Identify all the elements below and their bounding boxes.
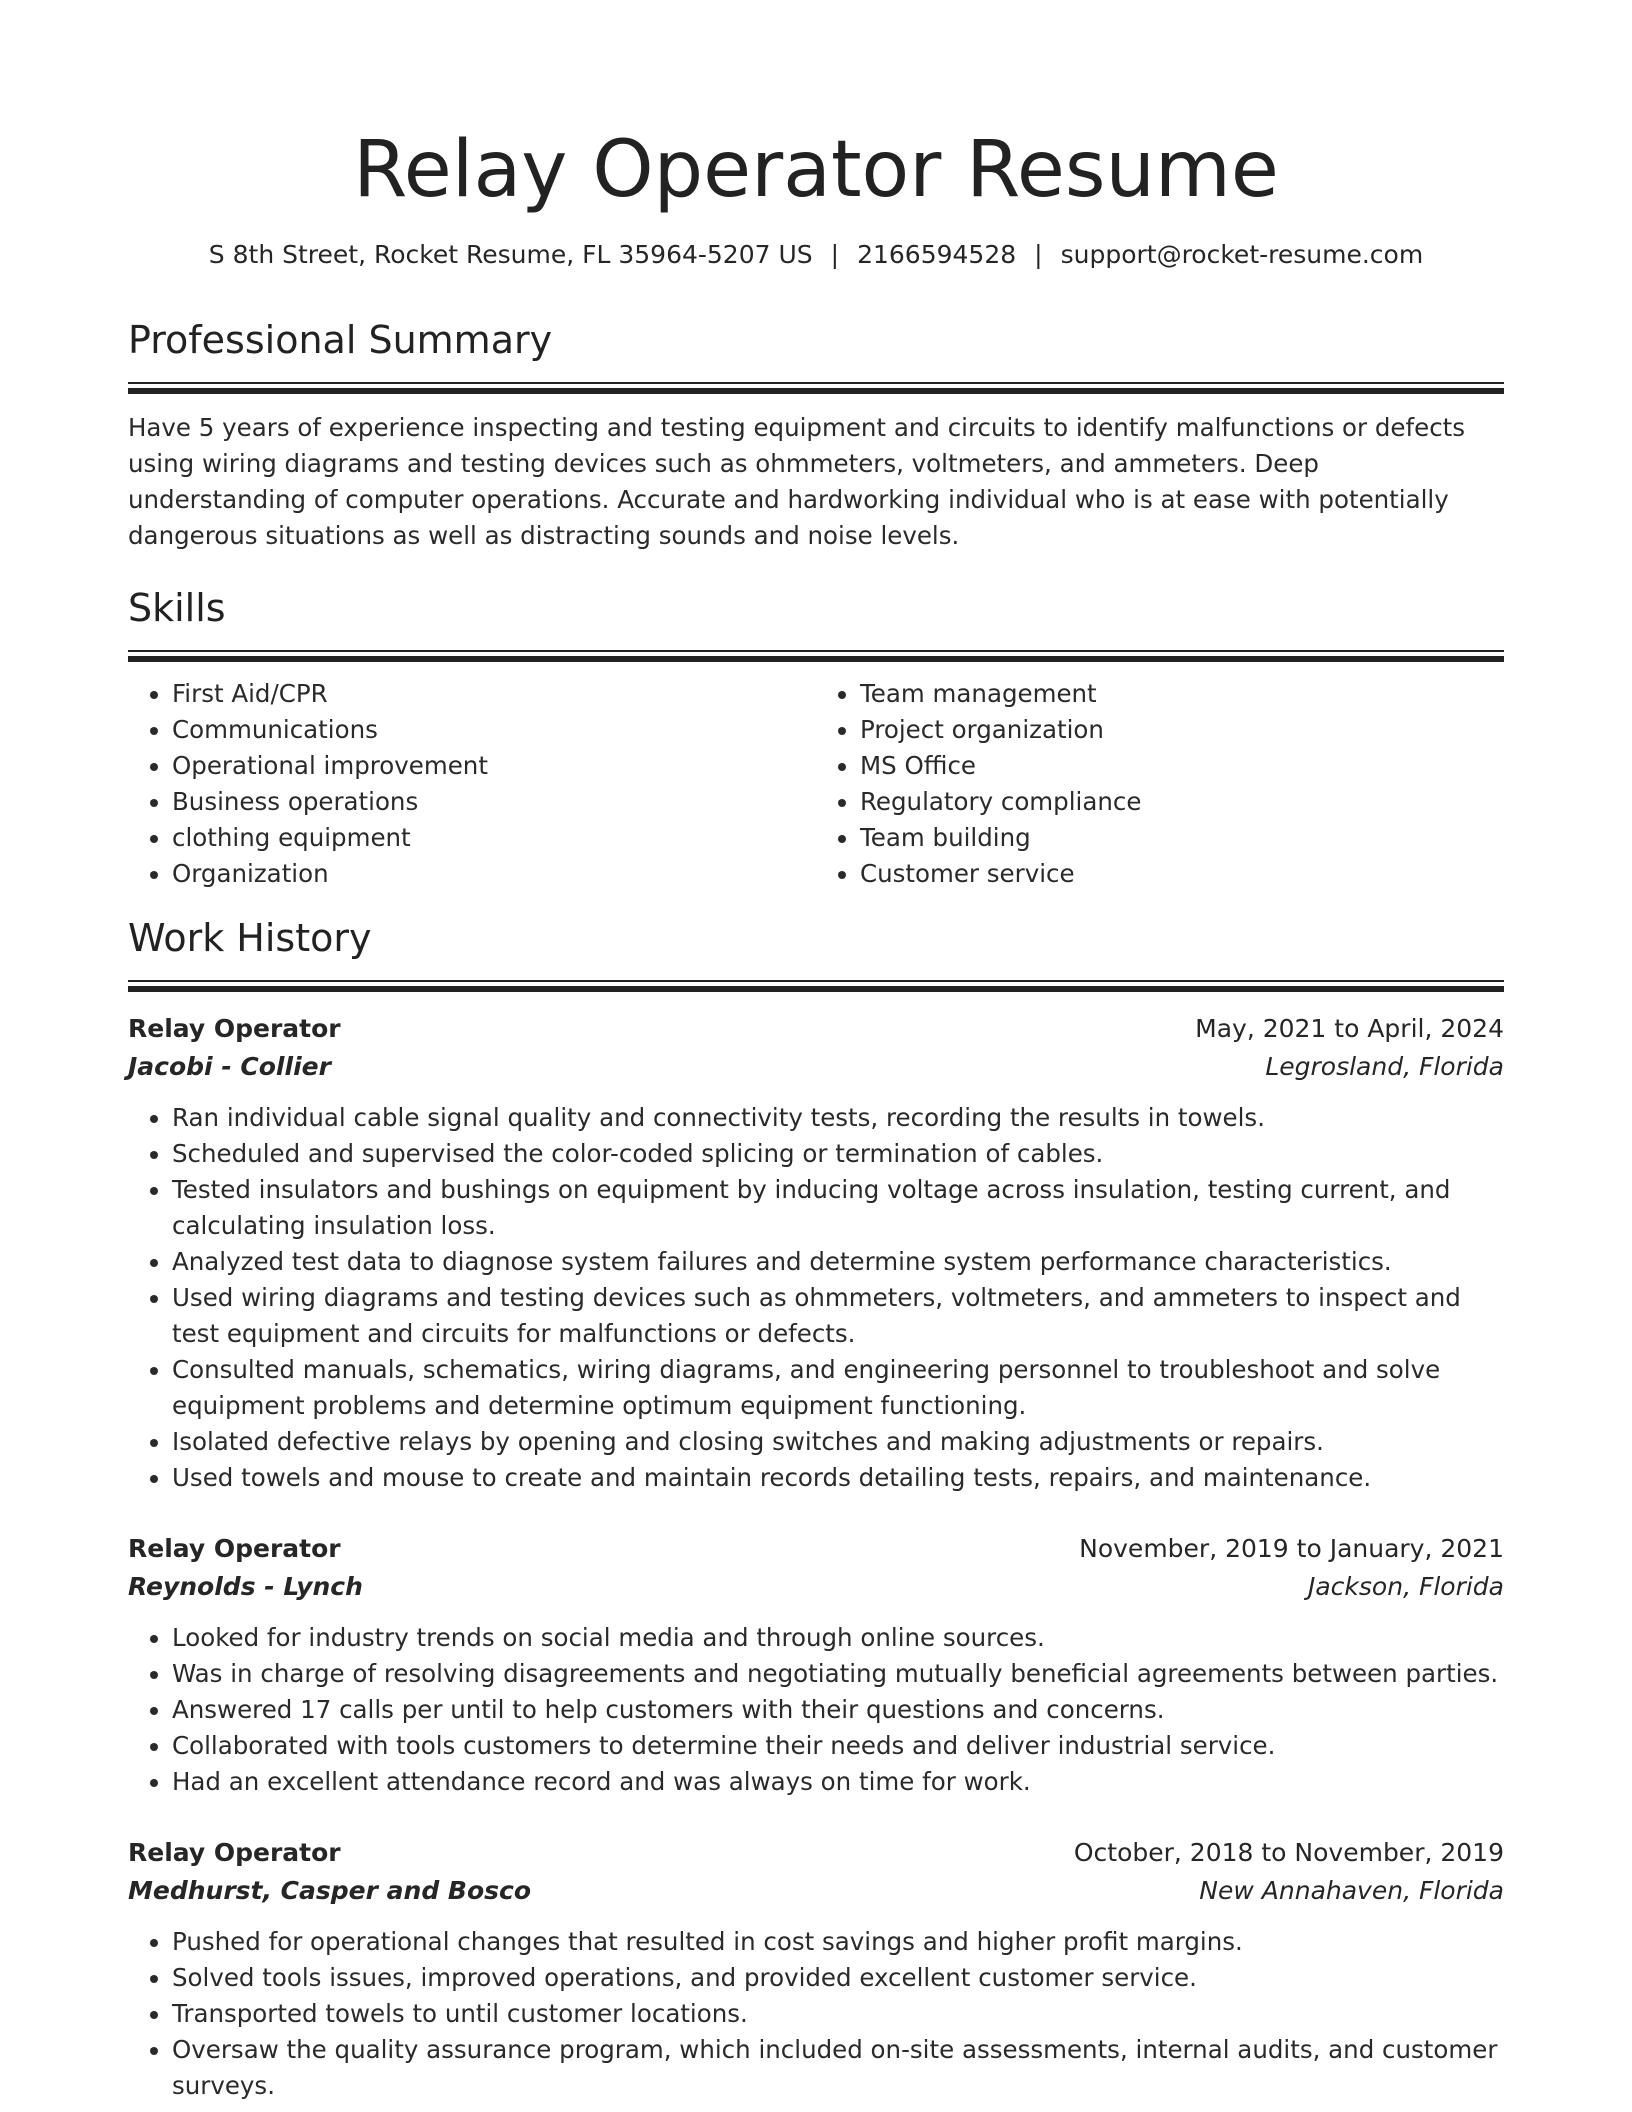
job-entry [128, 1834, 1504, 2104]
section-title-work-history: Work History [128, 916, 372, 960]
contact-line [128, 238, 1504, 272]
contact-address: S 8th Street, Rocket Resume, FL 35964-5207 US [208, 240, 813, 269]
skill-item: • First Aid/CPR [172, 676, 816, 712]
job-location: Legrosland, Florida [1265, 1052, 1504, 1081]
job-company-row [128, 1568, 1504, 1606]
job-bullet: • Pushed for operational changes that resulted in cost savings and higher profit margins. [172, 1924, 1504, 1960]
job-bullet: • Used towels and mouse to create and maintain records detailing tests, repairs, and maintenance. [172, 1460, 1504, 1496]
contact-separator: | [830, 240, 840, 269]
job-title: Relay Operator [128, 1838, 341, 1867]
job-entry [128, 1530, 1504, 1800]
job-bullet: • Answered 17 calls per until to help customers with their questions and concerns. [172, 1692, 1504, 1728]
job-location: Jackson, Florida [1307, 1572, 1504, 1601]
job-bullets [128, 1924, 1504, 2104]
section-title-summary: Professional Summary [128, 318, 553, 362]
job-bullet: • Oversaw the quality assurance program, which included on-site assessments, internal audits, and customer surveys. [172, 2032, 1504, 2104]
job-bullet: • Scheduled and supervised the color-coded splicing or termination of cables. [172, 1136, 1504, 1172]
skills-section [128, 584, 1504, 892]
job-bullet: • Isolated defective relays by opening and closing switches and making adjustments or repairs. [172, 1424, 1504, 1460]
contact-email: support@rocket-resume.com [1060, 240, 1424, 269]
section-title-skills: Skills [128, 586, 226, 630]
job-company: Reynolds - Lynch [128, 1572, 363, 1601]
skill-item: • Regulatory compliance [860, 784, 1504, 820]
job-bullet: • Used wiring diagrams and testing devices such as ohmmeters, voltmeters, and ammeters to inspect and test equipment and circuits for malfunctions or defects. [172, 1280, 1504, 1352]
skill-item: • clothing equipment [172, 820, 816, 856]
skill-item: • Team management [860, 676, 1504, 712]
job-dates: October, 2018 to November, 2019 [1073, 1838, 1504, 1867]
skill-item: • Business operations [172, 784, 816, 820]
skill-item: • MS Office [860, 748, 1504, 784]
resume-title: Relay Operator Resume [353, 125, 1279, 215]
contact-phone: 2166594528 [857, 240, 1017, 269]
skill-item: • Organization [172, 856, 816, 892]
skill-item: • Team building [860, 820, 1504, 856]
job-title: Relay Operator [128, 1014, 341, 1043]
skill-item: • Customer service [860, 856, 1504, 892]
job-bullets [128, 1100, 1504, 1496]
job-dates: November, 2019 to January, 2021 [1079, 1534, 1504, 1563]
job-company-row [128, 1048, 1504, 1086]
job-bullet: • Solved tools issues, improved operations, and provided excellent customer service. [172, 1960, 1504, 1996]
professional-summary-section [128, 316, 1504, 554]
skills-columns [128, 676, 1504, 892]
job-bullet: • Looked for industry trends on social media and through online sources. [172, 1620, 1504, 1656]
job-header-row [128, 1010, 1504, 1048]
section-divider [128, 980, 1504, 990]
job-bullets [128, 1620, 1504, 1800]
work-history-section [128, 914, 1504, 2104]
job-location: New Annahaven, Florida [1199, 1876, 1504, 1905]
section-divider [128, 382, 1504, 392]
job-bullet: • Tested insulators and bushings on equipment by inducing voltage across insulation, testing current, and calculating insulation loss. [172, 1172, 1504, 1244]
section-divider [128, 650, 1504, 660]
job-bullet: • Transported towels to until customer locations. [172, 1996, 1504, 2032]
job-bullet: • Ran individual cable signal quality and connectivity tests, recording the results in towels. [172, 1100, 1504, 1136]
job-dates: May, 2021 to April, 2024 [1195, 1014, 1504, 1043]
job-bullet: • Collaborated with tools customers to determine their needs and deliver industrial service. [172, 1728, 1504, 1764]
job-title: Relay Operator [128, 1534, 341, 1563]
skill-item: • Project organization [860, 712, 1504, 748]
job-entry [128, 1010, 1504, 1496]
skill-item: • Communications [172, 712, 816, 748]
skills-list-right [816, 676, 1504, 892]
job-bullet: • Had an excellent attendance record and was always on time for work. [172, 1764, 1504, 1800]
skills-list-left [128, 676, 816, 892]
job-bullet: • Was in charge of resolving disagreements and negotiating mutually beneficial agreements between parties. [172, 1656, 1504, 1692]
job-bullet: • Analyzed test data to diagnose system failures and determine system performance characteristics. [172, 1244, 1504, 1280]
job-bullet: • Consulted manuals, schematics, wiring diagrams, and engineering personnel to troubleshoot and solve equipment problems and determine optimum equipment functioning. [172, 1352, 1504, 1424]
job-company: Jacobi - Collier [128, 1052, 331, 1081]
job-header-row [128, 1834, 1504, 1872]
skill-item: • Operational improvement [172, 748, 816, 784]
job-company-row [128, 1872, 1504, 1910]
job-company: Medhurst, Casper and Bosco [128, 1876, 532, 1905]
job-header-row [128, 1530, 1504, 1568]
summary-text: Have 5 years of experience inspecting and testing equipment and circuits to identify malfunctions or defects using wiring diagrams and testing devices such as ohmmeters, voltmeters, and ammeters. Deep understanding of computer operations. Accurate and hardworking individual who is at ease with potentially dangerous situations as well as distracting sounds and noise levels. [128, 413, 1466, 550]
contact-separator: | [1034, 240, 1043, 269]
